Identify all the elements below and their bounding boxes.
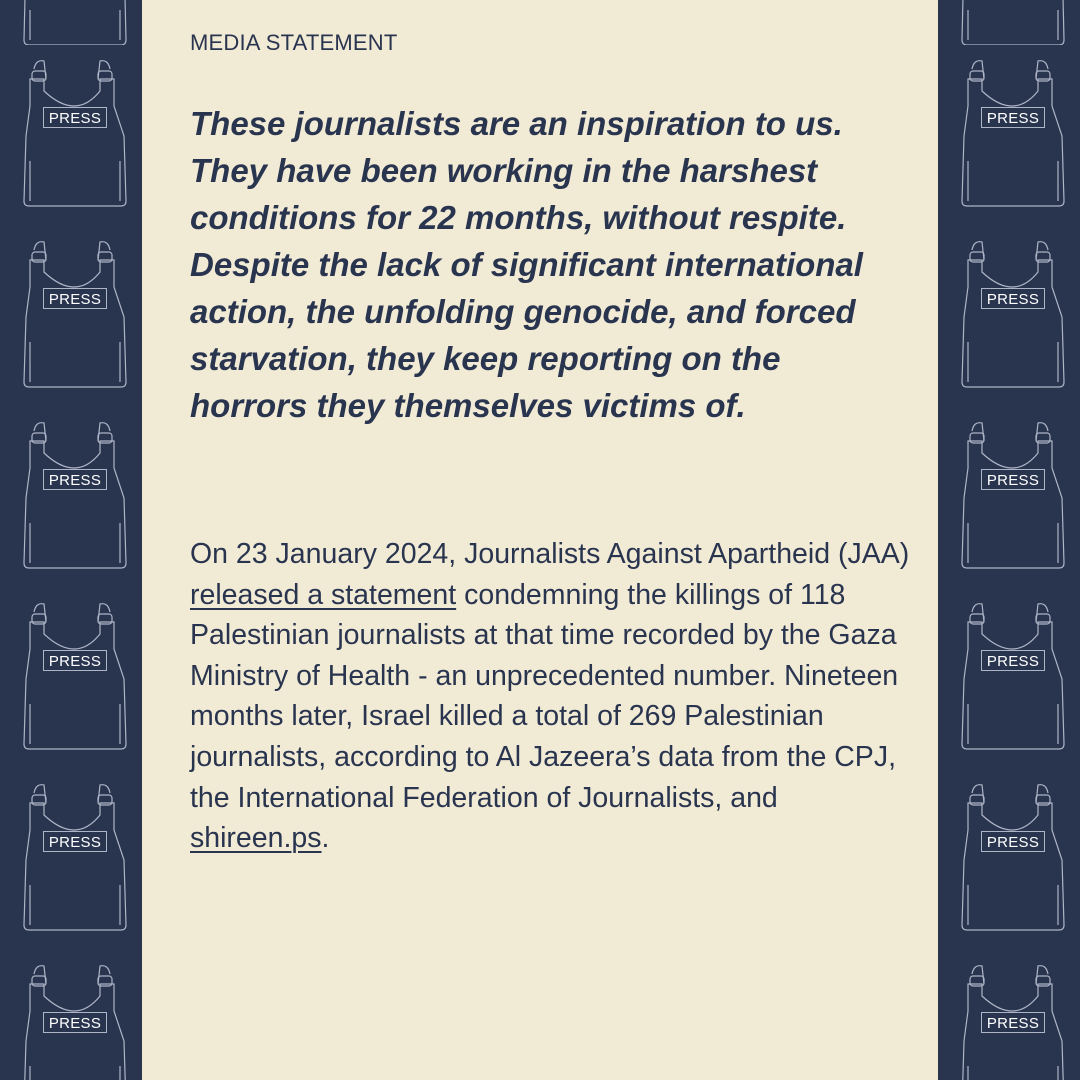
statement-panel — [142, 0, 938, 1080]
press-label: PRESS — [981, 469, 1045, 490]
press-vest-icon — [0, 775, 142, 950]
press-vest-icon — [938, 51, 1080, 226]
body-text-segment: On 23 January 2024, Journalists Against Apartheid (JAA) — [190, 538, 910, 570]
press-label: PRESS — [43, 1012, 107, 1033]
left-decorative-strip — [0, 0, 142, 1080]
press-label: PRESS — [43, 288, 107, 309]
press-label: PRESS — [981, 1012, 1045, 1033]
press-vest-icon — [938, 0, 1080, 45]
body-text-segment: condemning the killings of 118 Palestinian journalists at that time recorded by the Gaza Ministry of Health - an unprecedented number. Nineteen months later, Israel killed a total of 269 Palestinian journalists, according to Al Jazeera’s data from the CPJ, the International Federation of Journalists, and — [190, 578, 899, 814]
press-vest-icon — [938, 594, 1080, 769]
press-vest-icon — [938, 956, 1080, 1080]
press-vest-icon — [938, 232, 1080, 407]
pull-quote: These journalists are an inspiration to us. They have been working in the harshest conditions for 22 months, without respite. Despite the lack of significant international action, the unfolding genocide, and forced starvation, they keep reporting on the horrors they themselves victims of. — [190, 105, 863, 424]
press-vest-icon — [0, 413, 142, 588]
body-paragraph — [190, 534, 910, 859]
released-statement-link[interactable]: released a statement — [190, 578, 457, 611]
press-vest-icon — [938, 775, 1080, 950]
shireen-link[interactable]: shireen.ps — [190, 822, 322, 855]
press-label: PRESS — [981, 288, 1045, 309]
press-vest-icon — [0, 232, 142, 407]
right-decorative-strip — [938, 0, 1080, 1080]
eyebrow-label: MEDIA STATEMENT — [190, 30, 398, 55]
press-vest-icon — [0, 51, 142, 226]
body-text-segment: . — [321, 822, 330, 855]
press-label: PRESS — [981, 107, 1045, 128]
press-label: PRESS — [43, 107, 107, 128]
press-vest-icon — [0, 956, 142, 1080]
press-label: PRESS — [981, 831, 1045, 852]
press-label: PRESS — [43, 469, 107, 490]
press-vest-icon — [0, 594, 142, 769]
press-label: PRESS — [43, 831, 107, 852]
press-label: PRESS — [43, 650, 107, 671]
press-label: PRESS — [981, 650, 1045, 671]
press-vest-icon — [938, 413, 1080, 588]
press-vest-icon — [0, 0, 142, 45]
